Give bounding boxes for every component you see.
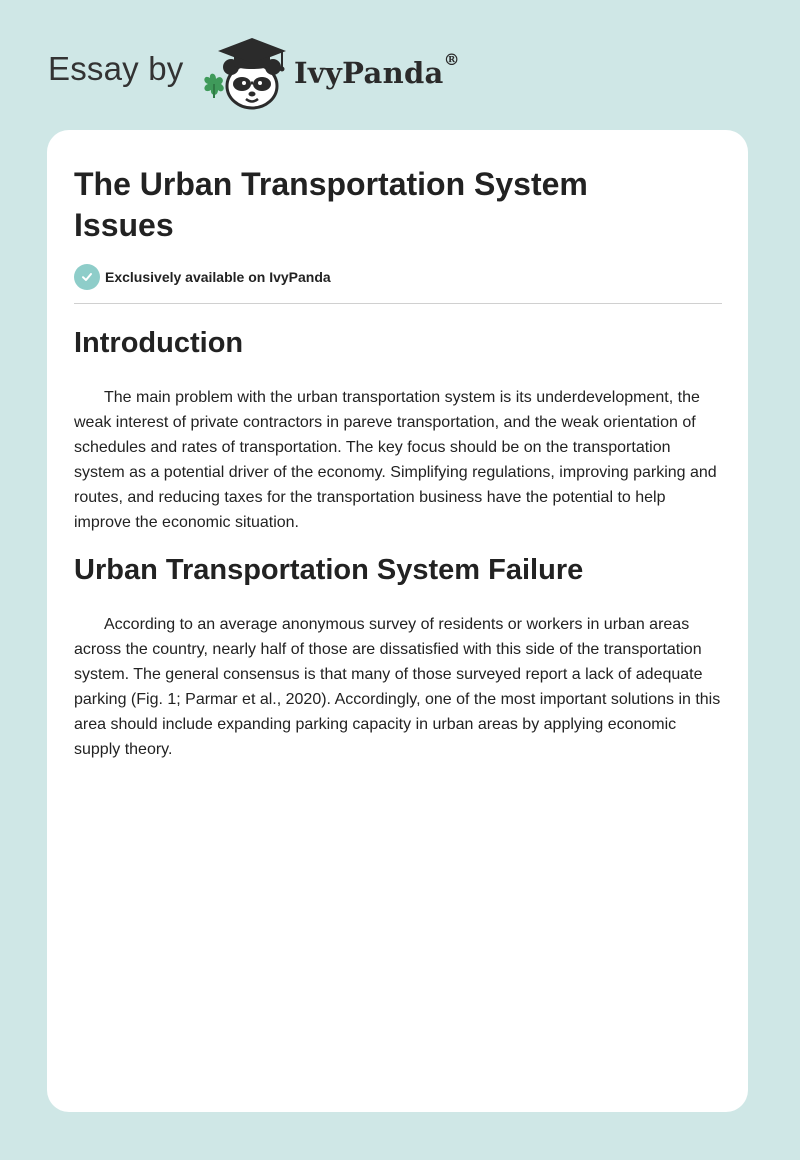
page-title: The Urban Transportation System Issues	[74, 166, 588, 243]
exclusive-badge-label: Exclusively available on IvyPanda	[105, 269, 331, 285]
exclusive-badge	[74, 264, 331, 290]
section-paragraph-failure: According to an average anonymous survey of residents or workers in urban areas across the country, nearly half of those are dissatisfied with this side of the transportation system. The general consensus is that many of those surveyed report a lack of adequate parking (Fig. 1; Parmar et al., 2020). Accordingly, one of the most important solutions in this area should include expanding parking capacity in urban areas by applying economic supply theory.	[74, 616, 721, 758]
section-paragraph-introduction: The main problem with the urban transportation system is its underdevelopment, the weak interest of private contractors in pareve transportation, and the weak orientation of schedules and rates of transportation. The key focus should be on the transportation system as a potential driver of the economy. Simplifying regulations, improving parking and routes, and reducing taxes for the transportation business have the potential to help improve the economic situation.	[74, 389, 717, 531]
divider	[74, 303, 722, 304]
check-circle-icon	[74, 264, 100, 290]
essay-by-label: Essay by	[48, 50, 184, 87]
section-heading-introduction: Introduction	[74, 327, 244, 359]
registered-mark: ®	[443, 50, 460, 69]
panda-graduate-icon	[200, 34, 294, 114]
essay-card	[47, 130, 748, 1112]
site-header	[48, 30, 568, 114]
brand-name[interactable]: IvyPanda®	[294, 50, 460, 90]
section-heading-failure: Urban Transportation System Failure	[74, 554, 584, 586]
